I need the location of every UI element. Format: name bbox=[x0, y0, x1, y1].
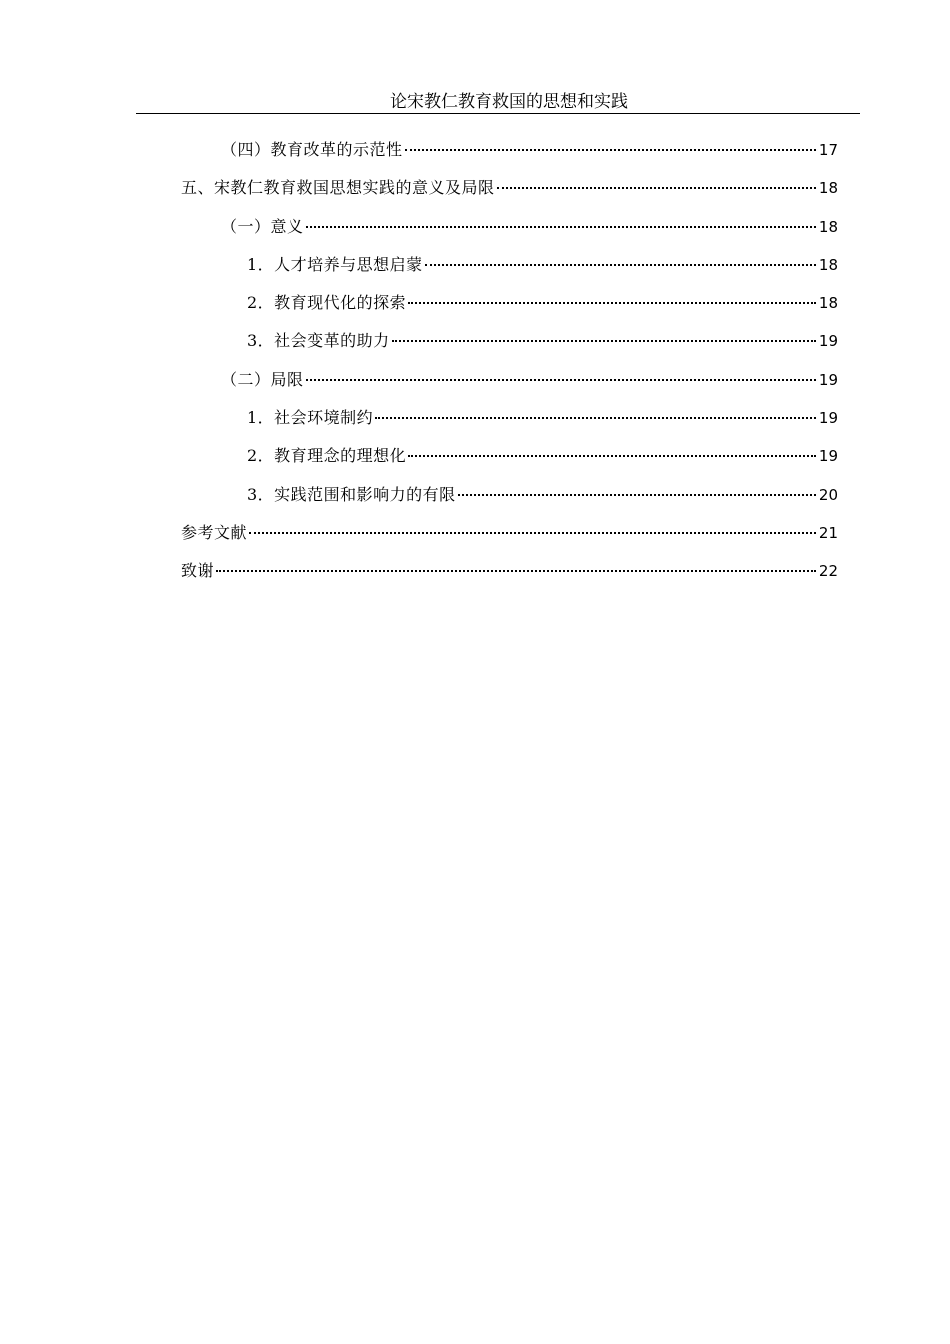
toc-entry-page: 18 bbox=[818, 217, 838, 236]
toc-entry-label: （四）教育改革的示范性 bbox=[221, 140, 403, 159]
toc-dot-leader bbox=[408, 302, 816, 304]
toc-entry-page: 19 bbox=[818, 370, 838, 389]
toc-dot-leader bbox=[425, 264, 816, 266]
toc-entry-label: 致谢 bbox=[181, 561, 215, 581]
toc-dot-leader bbox=[405, 149, 816, 151]
toc-entry[interactable] bbox=[181, 483, 838, 521]
toc-entry[interactable] bbox=[181, 521, 838, 559]
toc-entry-label: 2．教育理念的理想化 bbox=[247, 446, 407, 466]
toc-dot-leader bbox=[306, 226, 816, 228]
toc-entry[interactable] bbox=[181, 406, 838, 444]
toc-entry[interactable] bbox=[181, 329, 838, 367]
toc-dot-leader bbox=[392, 340, 816, 342]
toc-entry-label: 参考文献 bbox=[181, 522, 248, 542]
toc-entry-page: 22 bbox=[818, 562, 838, 581]
toc-entry[interactable] bbox=[181, 444, 838, 482]
toc-dot-leader bbox=[375, 417, 816, 419]
toc-entry-label: 五、宋教仁教育救国思想实践的意义及局限 bbox=[181, 178, 495, 198]
toc-entry-label: 3．社会变革的助力 bbox=[247, 331, 390, 351]
toc-dot-leader bbox=[216, 570, 816, 572]
toc-entry[interactable] bbox=[181, 176, 838, 214]
toc-entry-page: 17 bbox=[818, 141, 838, 159]
toc-dot-leader bbox=[497, 187, 816, 189]
header-title: 论宋教仁教育救国的思想和实践 bbox=[390, 92, 628, 112]
toc-entry-page: 19 bbox=[818, 447, 838, 466]
toc-entry[interactable] bbox=[181, 138, 838, 176]
toc-entry[interactable] bbox=[181, 253, 838, 291]
toc-entry-label: 1．人才培养与思想启蒙 bbox=[247, 254, 423, 274]
toc-entry-page: 18 bbox=[818, 179, 838, 198]
toc-entry-page: 21 bbox=[818, 523, 838, 542]
toc-dot-leader bbox=[249, 532, 816, 534]
toc-entry[interactable] bbox=[181, 215, 838, 253]
toc-dot-leader bbox=[306, 379, 816, 381]
toc-entry-label: （一）意义 bbox=[221, 216, 304, 236]
toc-entry[interactable] bbox=[181, 368, 838, 406]
toc-dot-leader bbox=[408, 455, 816, 457]
toc-entry-label: 3．实践范围和影响力的有限 bbox=[247, 484, 456, 504]
table-of-contents bbox=[181, 138, 838, 598]
toc-entry-label: 1．社会环境制约 bbox=[247, 408, 374, 428]
toc-entry-label: （二）局限 bbox=[221, 369, 304, 389]
toc-entry-page: 20 bbox=[818, 485, 838, 504]
toc-entry-page: 19 bbox=[818, 332, 838, 351]
toc-entry-label: 2．教育现代化的探索 bbox=[247, 293, 407, 313]
toc-entry[interactable] bbox=[181, 291, 838, 329]
toc-entry-page: 18 bbox=[818, 294, 838, 313]
toc-entry-page: 19 bbox=[818, 409, 838, 428]
toc-entry-page: 18 bbox=[818, 255, 838, 274]
toc-entry[interactable] bbox=[181, 559, 838, 597]
toc-dot-leader bbox=[458, 494, 816, 496]
page-header bbox=[136, 91, 860, 114]
